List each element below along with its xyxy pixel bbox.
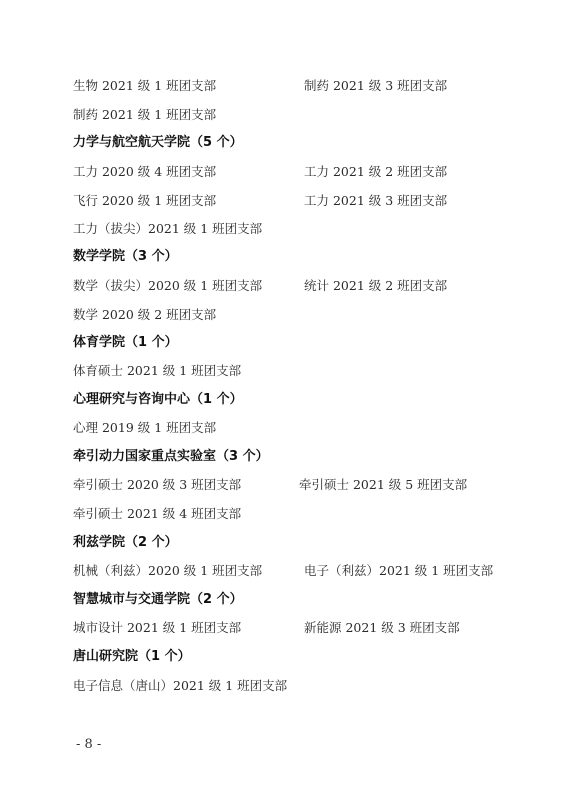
list-row bbox=[73, 75, 513, 97]
page-number: - 8 - bbox=[76, 737, 102, 752]
list-row bbox=[73, 503, 513, 525]
branch-entry: 牵引硕士 2021 级 5 班团支部 bbox=[299, 477, 468, 492]
list-row bbox=[73, 474, 513, 496]
list-row bbox=[73, 617, 513, 639]
section-heading: 数学学院（3 个） bbox=[73, 249, 178, 264]
branch-entry: 电子信息（唐山）2021 级 1 班团支部 bbox=[73, 678, 288, 693]
branch-entry: 制药 2021 级 3 班团支部 bbox=[304, 78, 448, 93]
branch-entry: 体育硕士 2021 级 1 班团支部 bbox=[73, 363, 242, 378]
list-row bbox=[73, 417, 513, 439]
branch-entry: 电子（利兹）2021 级 1 班团支部 bbox=[304, 563, 494, 578]
branch-entry: 牵引硕士 2020 级 3 班团支部 bbox=[73, 477, 242, 492]
branch-entry: 数学 2020 级 2 班团支部 bbox=[73, 307, 217, 322]
list-row bbox=[73, 560, 513, 582]
branch-entry: 工力 2021 级 3 班团支部 bbox=[304, 193, 448, 208]
section-heading: 牵引动力国家重点实验室（3 个） bbox=[73, 449, 269, 464]
list-row bbox=[73, 218, 513, 240]
branch-entry: 数学（拔尖）2020 级 1 班团支部 bbox=[73, 278, 263, 293]
list-row bbox=[73, 360, 513, 382]
list-row bbox=[73, 304, 513, 326]
list-row bbox=[73, 104, 513, 126]
section-heading: 利兹学院（2 个） bbox=[73, 535, 178, 550]
branch-entry: 新能源 2021 级 3 班团支部 bbox=[304, 620, 460, 635]
branch-entry: 心理 2019 级 1 班团支部 bbox=[73, 420, 217, 435]
list-row bbox=[73, 675, 513, 697]
branch-entry: 统计 2021 级 2 班团支部 bbox=[304, 278, 448, 293]
branch-entry: 机械（利兹）2020 级 1 班团支部 bbox=[73, 563, 263, 578]
branch-entry: 制药 2021 级 1 班团支部 bbox=[73, 107, 217, 122]
branch-entry: 牵引硕士 2021 级 4 班团支部 bbox=[73, 506, 242, 521]
branch-entry: 飞行 2020 级 1 班团支部 bbox=[73, 193, 217, 208]
branch-entry: 工力 2021 级 2 班团支部 bbox=[304, 164, 448, 179]
branch-entry: 生物 2021 级 1 班团支部 bbox=[73, 78, 217, 93]
section-heading: 体育学院（1 个） bbox=[73, 335, 178, 350]
list-row bbox=[73, 275, 513, 297]
section-heading: 唐山研究院（1 个） bbox=[73, 649, 191, 664]
branch-entry: 城市设计 2021 级 1 班团支部 bbox=[73, 620, 242, 635]
branch-entry: 工力（拔尖）2021 级 1 班团支部 bbox=[73, 221, 263, 236]
section-heading: 心理研究与咨询中心（1 个） bbox=[73, 392, 243, 407]
branch-entry: 工力 2020 级 4 班团支部 bbox=[73, 164, 217, 179]
section-heading: 力学与航空航天学院（5 个） bbox=[73, 135, 243, 150]
list-row bbox=[73, 190, 513, 212]
section-heading: 智慧城市与交通学院（2 个） bbox=[73, 592, 243, 607]
list-row bbox=[73, 161, 513, 183]
